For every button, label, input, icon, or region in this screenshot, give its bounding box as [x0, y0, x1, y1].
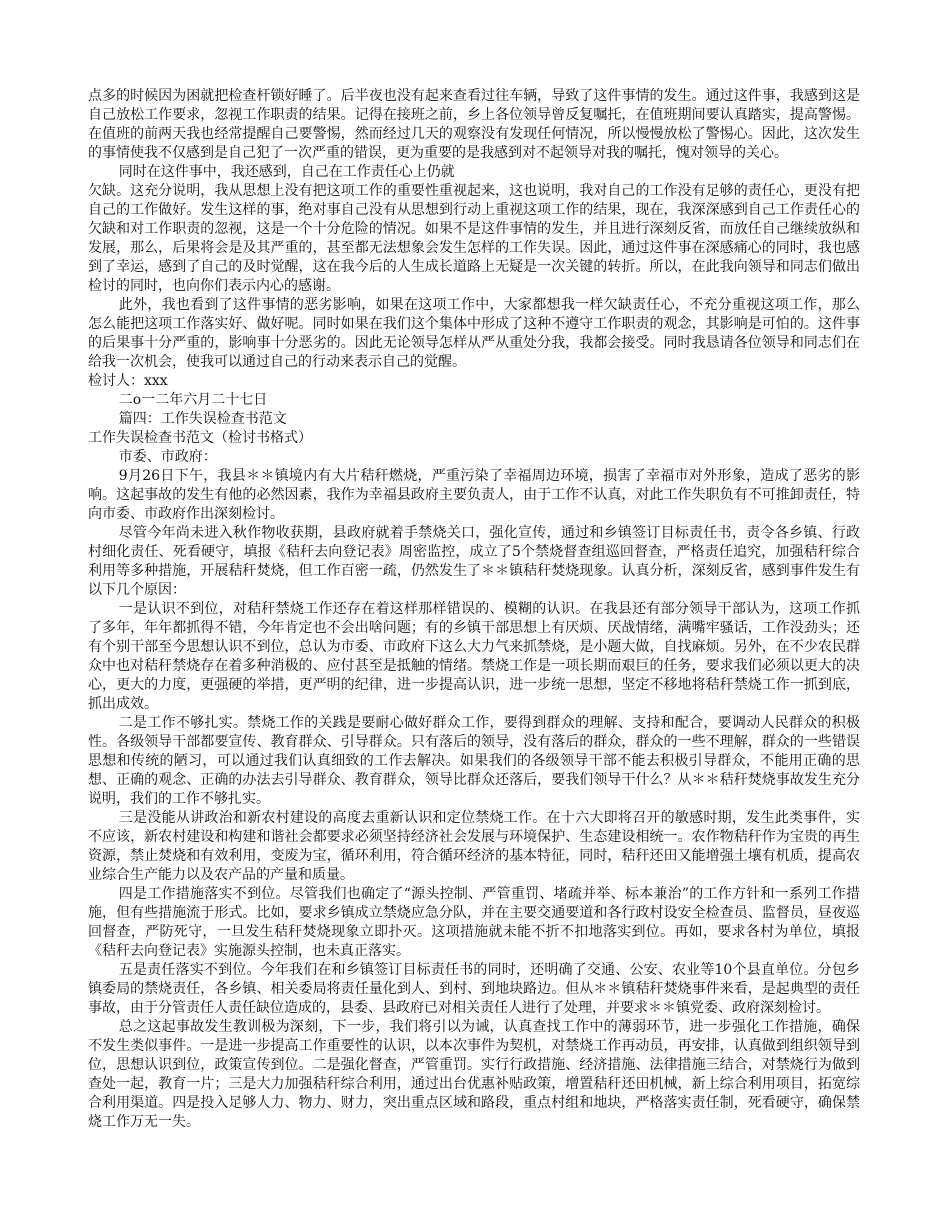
document-body	[88, 87, 860, 1132]
reason-2: 二是工作不够扎实。禁烧工作的关践是要耐心做好群众工作，要得到群众的理解、支持和配合，要调动人民群众的积极性。各级领导干部都要宣传、教育群众、引导群众。只有落后的领导，没有落后的群众，群众的一些不理解，群众的一些错误思想和传统的陋习，可以通过我们认真细致的工作去解决。如果我们的各级领导干部不能去积极引导群众，不能用正确的思想、正确的观念、正确的办法去引导群众、教育群众，领导比群众还落后，要我们领导干什么？从＊＊秸秆焚烧事故发生充分说明，我们的工作不够扎实。	[88, 715, 860, 807]
paragraph-3: 欠缺。这充分说明，我从思想上没有把这项工作的重要性重视起来，这也说明，我对自己的工作没有足够的责任心，更没有把自己的工作做好。发生这样的事，绝对事自己没有从思想到行动上重视这项工作的结果，现在，我深深感到自己工作责任心的欠缺和对工作职责的忽视，这是一个十分危险的情况。如果不是这件事情的发生，并且进行深刻反省，而放任自己继续放纵和发展，那么，后果将会是及其严重的，甚至都无法想象会发生怎样的工作失误。因此，通过这件事在深感痛心的同时，我也感到了幸运，感到了自己的及时觉醒，这在我今后的人生成长道路上无疑是一次关键的转折。所以，在此我向领导和同志们做出检讨的同时，也向你们表示内心的感谢。	[88, 183, 860, 294]
section-heading: 篇四：工作失误检查书范文	[118, 411, 287, 427]
reason-3: 三是没能从讲政治和新农村建设的高度去重新认识和定位禁烧工作。在十六大即将召开的敏感时期，发生此类事件，实不应该，新农村建设和构建和谐社会都要求必须坚持经济社会发展与环境保护、生态建设相统一。农作物秸秆作为宝贵的再生资源，禁止焚烧和有效利用，变废为宝，循环利用，符合循环经济的基本特征，同时，秸秆还田又能增强土壤有机质，提高农业综合生产能力以及农产品的产量和质量。	[88, 810, 860, 883]
paragraph-2: 同时在这件事中，我还感到，自己在工作责任心上仍就	[118, 164, 455, 180]
signature-line: 检讨人：xxx	[88, 373, 168, 389]
reason-5: 五是责任落实不到位。今年我们在和乡镇签订目标责任书的同时，还明确了交通、公安、农业等10个县直单位。分包乡镇委局的禁烧责任，各乡镇、相关委局将责任量化到人、到村、到地块路边。但从＊＊镇秸秆焚烧事件来看，是起典型的责任事故，由于分管责任人责任缺位造成的，县委、县政府已对相关责任人进行了处理，并要求＊＊镇党委、政府深刻检讨。	[88, 962, 860, 1016]
salutation: 市委、市政府：	[118, 449, 217, 465]
paragraph-1: 点多的时候因为困就把检查杆锁好睡了。后半夜也没有起来查看过往车辆，导致了这件事情的发生。通过这件事，我感到这是自己放松工作要求，忽视工作职责的结果。记得在接班之前，乡上各位领导曾反复嘱托，在值班期间要认真踏实，提高警惕。在值班的前两天我也经常提醒自己要警惕，然而经过几天的观察没有发现任何情况，所以慢慢放松了警惕心。因此，这次发生的事情使我不仅感到是自己犯了一次严重的错误，更为重要的是我感到对不起领导对我的嘱托，愧对领导的关心。	[88, 88, 860, 161]
paragraph-4: 此外，我也看到了这件事情的恶劣影响，如果在这项工作中，大家都想我一样欠缺责任心，不充分重视这项工作，那么怎么能把这项工作落实好、做好呢。同时如果在我们这个集体中形成了这种不遵守工作职责的观念，其影响是可怕的。这件事的后果事十分严重的，影响事十分恶劣的。因此无论领导怎样从严从重处分我，我都会接受。同时我恳请各位领导和同志们在给我一次机会，使我可以通过自己的行动来表示自己的觉醒。	[88, 297, 860, 370]
paragraph-intro: 9月26日下午，我县＊＊镇境内有大片秸秆燃烧，严重污染了幸福周边环境，损害了幸福市对外形象，造成了恶劣的影响。这起事故的发生有他的必然因素，我作为幸福县政府主要负责人，由于工作不认真，对此工作失职负有不可推卸责任，特向市委、市政府作出深刻检讨。	[88, 468, 860, 522]
document-title: 工作失误检查书范文（检讨书格式）	[88, 430, 312, 446]
conclusion: 总之这起事故发生教训极为深刻，下一步，我们将引以为诫，认真查找工作中的薄弱环节，进一步强化工作措施，确保不发生类似事件。一是进一步提高工作重要性的认识，以本次事件为契机，对禁烧工作再动员，再安排，认真做到组织领导到位，思想认识到位，政策宣传到位。二是强化督查，严管重罚。实行行政措施、经济措施、法律措施三结合，对禁烧行为做到查处一起，教育一片；三是大力加强秸秆综合利用，通过出台优惠补贴政策，增置秸秆还田机械，新上综合利用项目，拓宽综合利用渠道。四是投入足够人力、物力、财力，突出重点区域和路段，重点村组和地块，严格落实责任制，死看硬守，确保禁烧工作万无一失。	[88, 1019, 860, 1130]
paragraph-background: 尽管今年尚未进入秋作物收获期，县政府就着手禁烧关口，强化宣传，通过和乡镇签订目标责任书，责令各乡镇、行政村细化责任、死看硬守，填报《秸秆去向登记表》周密监控，成立了5个禁烧督查组巡回督查，严格责任追究，加强秸秆综合利用等多种措施，开展秸秆焚烧，但工作百密一疏，仍然发生了＊＊镇秸秆焚烧现象。认真分析，深刻反省，感到事件发生有以下几个原因：	[88, 525, 860, 598]
reason-4: 四是工作措施落实不到位。尽管我们也确定了“源头控制、严管重罚、堵疏并举、标本兼治”的工作方针和一系列工作措施，但有些措施流于形式。比如，要求乡镇成立禁烧应急分队，并在主要交通要道和各行政村设安全检查员、监督员，昼夜巡回督查，严防死守，一旦发生秸秆焚烧现象立即扑灭。这项措施就未能不折不扣地落实到位。再如，要求各村为单位，填报《秸秆去向登记表》实施源头控制，也未真正落实。	[88, 886, 860, 959]
reason-1: 一是认识不到位，对秸秆禁烧工作还存在着这样那样错误的、模糊的认识。在我县还有部分领导干部认为，这项工作抓了多年，年年都抓得不错，今年肯定也不会出啥问题；有的乡镇干部思想上有厌烦、厌战情绪，满嘴牢骚话，工作没劲头；还有个别干部至今思想认识不到位，总认为市委、市政府下这么大力气来抓禁烧，是小题大做，自找麻烦。另外，在不少农民群众中也对秸秆禁烧存在着多种消极的、应付甚至是抵触的情绪。禁烧工作是一项长期而艰巨的任务，要求我们必须以更大的决心，更大的力度，更强硬的举措，更严明的纪律，进一步提高认识，进一步统一思想，坚定不移地将秸秆禁烧工作一抓到底，抓出成效。	[88, 601, 860, 712]
date-line: 二o一二年六月二十七日	[118, 392, 268, 408]
